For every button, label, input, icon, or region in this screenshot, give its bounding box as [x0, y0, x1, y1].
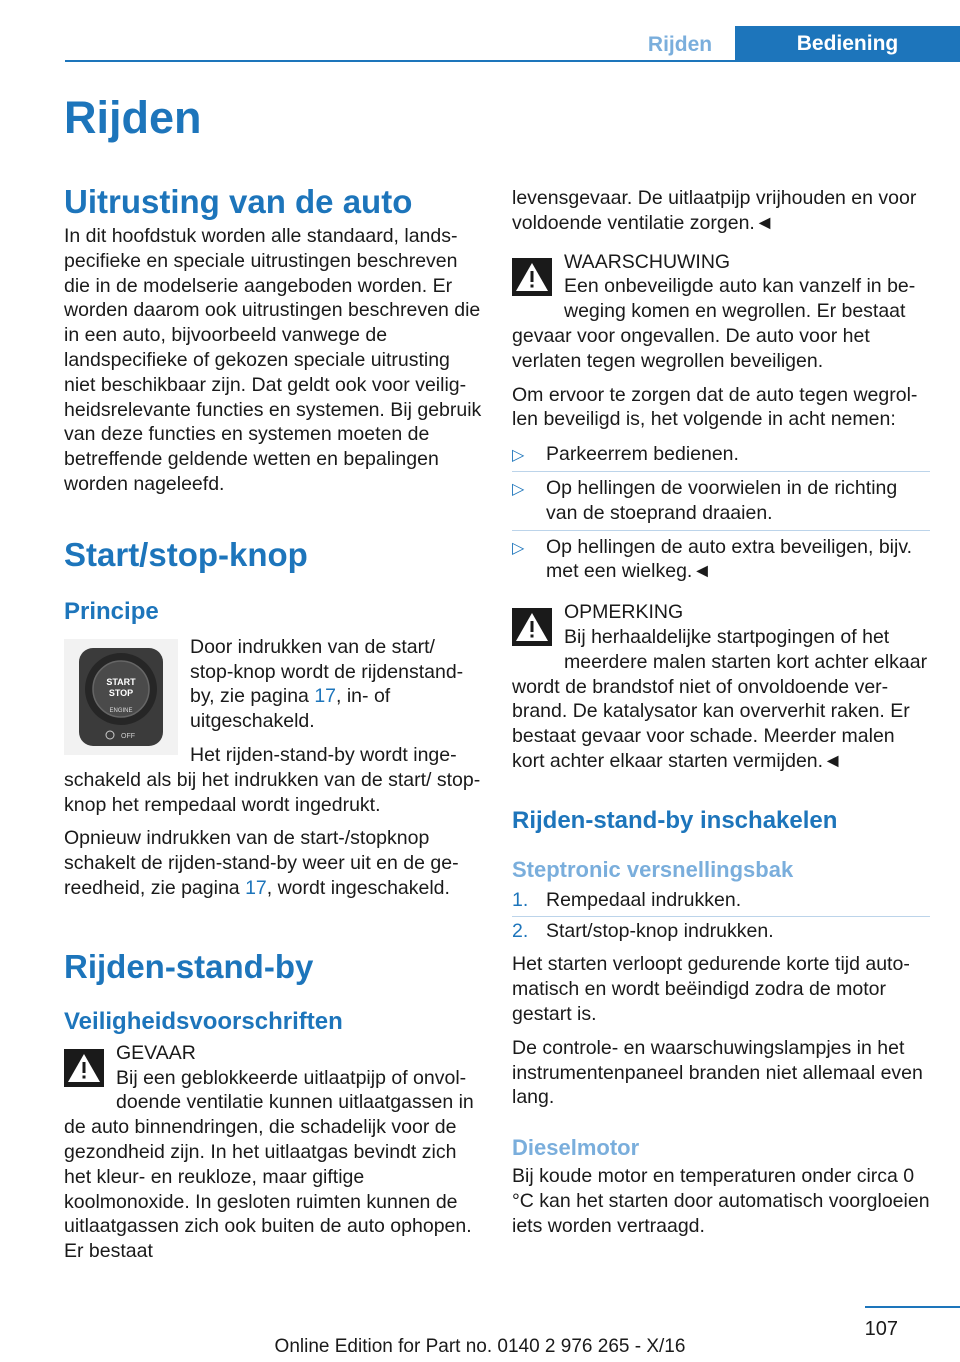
footer-edition: Online Edition for Part no. 0140 2 976 265 - X/16: [274, 1336, 686, 1357]
warning-danger-title: GEVAAR: [116, 1041, 196, 1064]
warning-caution: [512, 250, 930, 374]
paragraph-principle-1: Door indrukken van de start/ stop-knop wordt de rijdenstand-by, zie pagina 17, in- of uitgeschakeld.: [190, 635, 464, 733]
warning-danger-text: Bij een geblokkeerde uitlaatpijp of onvoldoende ventilatie kunnen uitlaatgassen in de auto binnendringen, die schadelijk voor de gezondheid zijn. In het uitlaatgas bevindt zich het kleur- en reukloze, maar giftige koolmonoxide. In gesloten ruimten kunnen de uitlaatgassen zich ook buiten de auto ophopen. Er bestaat: [64, 1066, 474, 1263]
paragraph-diesel: Bij koude motor en temperaturen onder circa 0 °C kan het starten door automatisch voorgloeien iets worden vertraagd.: [512, 1165, 930, 1237]
page-number: 107: [864, 1318, 898, 1340]
warning-triangle-icon: [64, 1049, 104, 1087]
heading-safety: Veiligheidsvoorschriften: [64, 1007, 343, 1035]
footer-rule: [865, 1306, 960, 1308]
arrow-bullet-icon: ▷: [512, 480, 525, 498]
list-item: 1. Rempedaal indrukken.: [512, 886, 930, 917]
start-stop-button-image: [64, 639, 178, 755]
left-column: [64, 180, 482, 1264]
list-item: ▷ Op hellingen de auto extra beveiligen, bijv. met een wielkeg.◄: [512, 535, 913, 583]
header-tab-chapter[interactable]: Rijden: [647, 32, 713, 56]
heading-diesel: Dieselmotor: [512, 1135, 640, 1161]
list-item: 2. Start/stop-knop indrukken.: [512, 919, 774, 942]
note-text: Bij herhaaldelijke startpogingen of het meerdere malen starten kort achter elkaar wordt de brandstof niet of onvoldoende verbrand. De katalysator kan oververhit raken. Er bestaat gevaar voor schade. Meerder malen kort achter elkaar starten vermijden.◄: [512, 625, 928, 772]
button-label-start: START: [106, 676, 136, 687]
note-title: OPMERKING: [564, 601, 684, 624]
warning-danger-continued: levensgevaar. De uitlaatpijp vrijhouden en voor voldoende ventilatie zorgen.◄: [512, 187, 917, 234]
heading-steptronic: Steptronic versnellingsbak: [512, 856, 794, 882]
warning-danger: [64, 1041, 482, 1264]
arrow-bullet-icon: ▷: [512, 539, 525, 557]
button-label-stop: STOP: [108, 687, 134, 698]
arrow-bullet-icon: ▷: [512, 447, 525, 465]
note-box: [512, 600, 930, 774]
right-column: [512, 186, 930, 1239]
button-label-off: OFF: [121, 732, 135, 740]
header-tab-section[interactable]: Bediening: [735, 26, 960, 62]
heading-equipment: Uitrusting van de auto: [64, 183, 413, 220]
warning-triangle-icon: [512, 258, 552, 296]
paragraph-secure: Om ervoor te zorgen dat de auto tegen wegrollen beveiligd is, het volgende in acht nemen:: [512, 383, 918, 431]
paragraph-start-1: Het starten verloopt gedurende korte tijd automatisch en wordt beëindigd zodra de motor gestart is.: [512, 953, 910, 1025]
heading-principle: Principe: [64, 597, 159, 625]
warning-triangle-icon: [512, 608, 552, 646]
page-title: Rijden: [64, 92, 202, 143]
paragraph-principle-3: Opnieuw indrukken van de start-/stopknop schakelt de rijden-stand-by weer uit en de gereedheid, zie pagina 17, wordt ingeschakeld.: [64, 827, 459, 899]
heading-switch-on: Rijden-stand-by inschakelen: [512, 806, 838, 834]
page-link-17[interactable]: 17: [314, 685, 337, 708]
warning-caution-title: WAARSCHUWING: [564, 250, 731, 273]
start-stop-button-icon: [76, 645, 166, 749]
paragraph-equipment: In dit hoofdstuk worden alle standaard, landspecifieke en speciale uitrustingen beschreven die in de modelserie aangeboden worden. Er worden daarom ook uitrustingen beschreven die in een auto, bijvoorbeeld vanwege de landspecifieke of gekozen speciale uitrusting niet beschikbaar zijn. Dat geldt ook voor veiligheidsrelevante functies en systemen. Bij gebruik van deze functies en systemen moeten de betreffende geldende wetten en bepalingen worden nageleefd.: [64, 225, 482, 495]
steps-list: [512, 886, 930, 947]
warning-caution-text: Een onbeveiligde auto kan vanzelf in beweging komen en wegrollen. Er bestaat gevaar voor ongevallen. De auto voor het verlaten tegen wegrollen beveiligen.: [512, 275, 916, 372]
button-label-engine: ENGINE: [109, 707, 133, 714]
paragraph-principle-2: Het rijden-stand-by wordt ingeschakeld als bij het indrukken van de start/ stop-knop het rempedaal wordt ingedrukt.: [64, 743, 481, 816]
list-item: ▷ Parkeerrem bedienen.: [512, 438, 930, 472]
secure-list: [512, 438, 930, 588]
list-item: ▷ Op hellingen de voorwielen in de richting van de stoeprand draaien.: [512, 472, 930, 531]
page-link-17b[interactable]: 17: [245, 876, 267, 899]
paragraph-start-2: De controle- en waarschuwingslampjes in het instrumentenpaneel branden niet allemaal even lang.: [512, 1036, 923, 1109]
heading-standby: Rijden-stand-by: [64, 947, 314, 985]
heading-start-stop: Start/stop-knop: [64, 535, 308, 573]
